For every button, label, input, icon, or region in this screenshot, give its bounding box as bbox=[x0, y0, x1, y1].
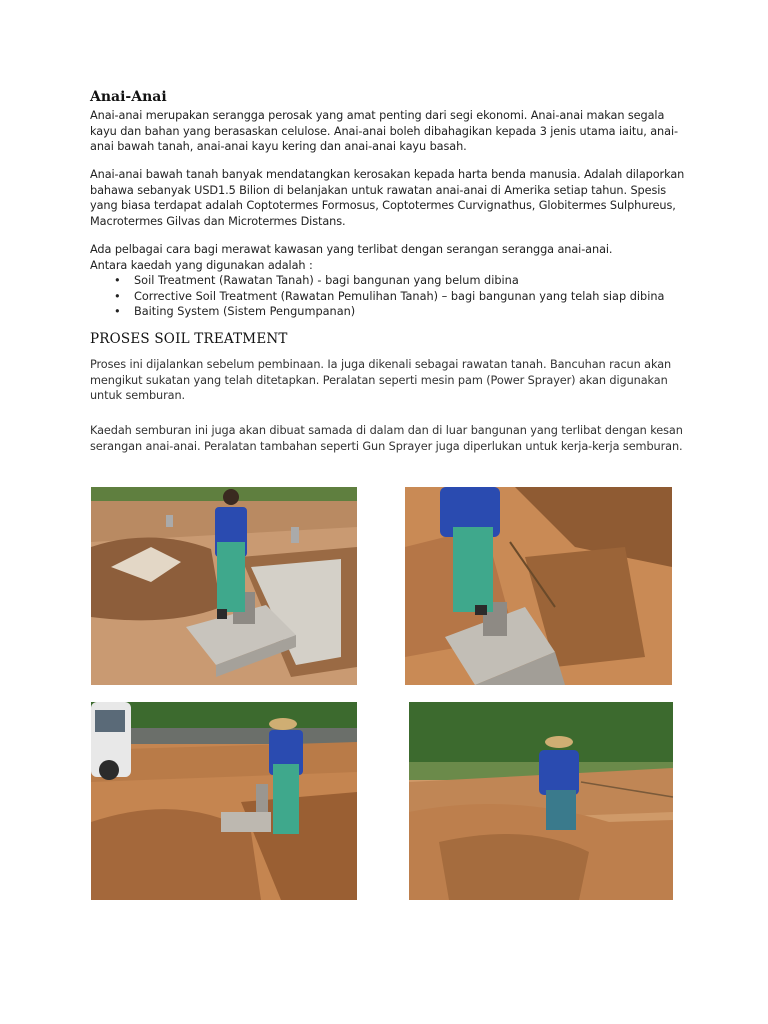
list-item: • Baiting System (Sistem Pengumpanan) bbox=[90, 304, 664, 320]
section-paragraph-2: Kaedah semburan ini juga akan dibuat samada di dalam dan di luar bangunan yang terlibat dengan kesan serangan anai-anai. Peralatan tambahan seperti Gun Sprayer juga diperlukan untuk kerja-kerja semburan. bbox=[90, 424, 683, 453]
paragraph-3-line-2: Antara kaedah yang digunakan adalah : bbox=[90, 258, 313, 272]
paragraph-2: Anai-anai bawah tanah banyak mendatangkan kerosakan kepada harta benda manusia. Adalah dilaporkan bahawa sebanyak USD1.5 Bilion di belanjakan untuk rawatan anai-anai di Amerika setiap tahun. Spesis yang biasa terdapat adalah Coptotermes Formosus, Coptotermes Curvignathus, Globitermes Sulphureus, Macrotermes Gilvas dan Microtermes Distans. bbox=[90, 168, 685, 228]
photo-soil-treatment-1 bbox=[91, 487, 357, 685]
methods-list bbox=[90, 273, 664, 320]
list-item: • Corrective Soil Treatment (Rawatan Pemulihan Tanah) – bagi bangunan yang telah siap dibina bbox=[90, 289, 664, 305]
photo-soil-treatment-4 bbox=[409, 702, 673, 900]
paragraph-3-line-1: Ada pelbagai cara bagi merawat kawasan yang terlibat dengan serangan serangga anai-anai. bbox=[90, 243, 613, 256]
list-item: • Soil Treatment (Rawatan Tanah) - bagi bangunan yang belum dibina bbox=[90, 273, 664, 289]
page-title: Anai-Anai bbox=[90, 89, 167, 105]
paragraph-3 bbox=[90, 242, 690, 273]
section-paragraph-1: Proses ini dijalankan sebelum pembinaan. Ia juga dikenali sebagai rawatan tanah. Bancuhan racun akan mengikut sukatan yang telah ditetapkan. Peralatan seperti mesin pam (Power Sprayer) akan digunakan untuk semburan. bbox=[90, 358, 672, 403]
photo-soil-treatment-2 bbox=[405, 487, 672, 685]
photo-soil-treatment-3 bbox=[91, 702, 357, 900]
intro-paragraph: Anai-anai merupakan serangga perosak yang amat penting dari segi ekonomi. Anai-anai makan segala kayu dan bahan yang berasaskan celulose. Anai-anai boleh dibahagikan kepada 3 jenis utama iaitu, anai-anai bawah tanah, anai-anai kayu kering dan anai-anai kayu basah. bbox=[90, 109, 678, 154]
section-heading: PROSES SOIL TREATMENT bbox=[90, 331, 288, 347]
